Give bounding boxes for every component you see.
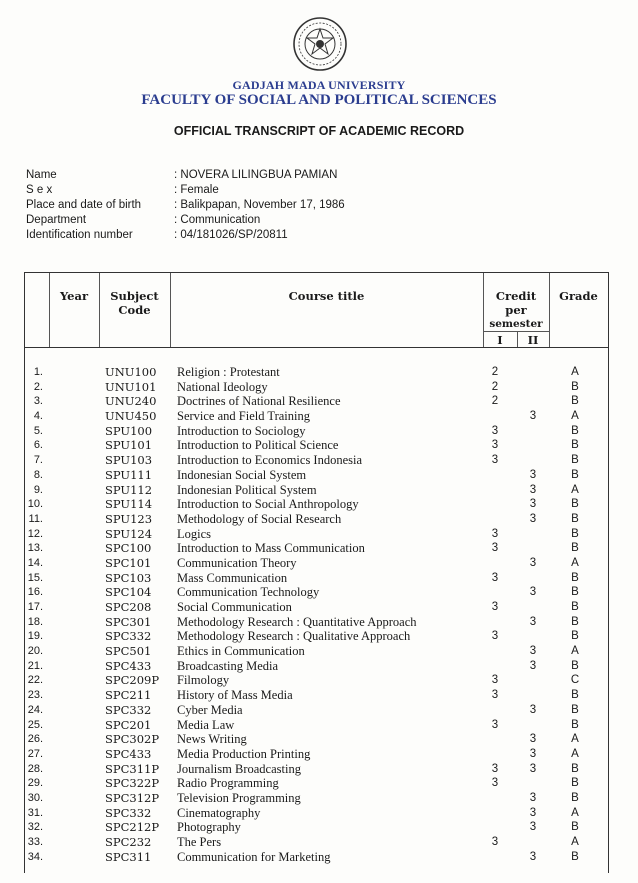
course-title: Introduction to Social Anthropology [177,497,359,512]
table-row [25,806,608,821]
table-row [25,512,608,527]
row-number: 27. [27,747,43,760]
credit-semester-2: 3 [529,410,537,423]
subject-code: SPC104 [105,585,152,600]
subject-code: SPC501 [105,644,152,659]
row-number: 14. [27,556,43,569]
grade: A [571,556,579,569]
credit-semester-2: 3 [529,498,537,511]
row-number: 19. [27,630,43,643]
subject-code: SPU100 [105,423,153,438]
row-number: 15. [27,571,43,584]
grade: B [571,454,579,467]
info-row-birth [26,198,345,213]
course-title: Radio Programming [177,776,279,791]
course-title: Journalism Broadcasting [177,761,301,776]
course-title: Methodology Research : Quantitative Approach [177,614,417,629]
row-number: 24. [27,703,43,716]
university-name: GADJAH MADA UNIVERSITY [232,78,406,92]
row-number: 25. [27,718,43,731]
info-value: : Communication [174,214,261,226]
grade: A [571,733,579,746]
grade: A [571,645,579,658]
subject-code: SPC100 [105,541,152,556]
header-year: Year [59,289,89,303]
row-number: 26. [27,733,43,746]
subject-code: SPU101 [105,438,153,453]
subject-code: SPC212P [105,820,160,835]
grade: C [570,674,580,687]
row-number: 32. [27,821,43,834]
credit-semester-2: 3 [529,468,537,481]
grade: B [571,542,579,555]
table-row [25,585,608,600]
course-title: Media Law [177,717,235,732]
course-title: Doctrines of National Resilience [177,394,341,409]
table-row [25,600,608,615]
header-divider [25,347,608,348]
grade: B [571,586,579,599]
course-title: Cyber Media [177,702,243,717]
subject-code: SPC209P [105,673,160,688]
subject-code: SPC311P [105,761,160,776]
row-number: 23. [27,689,43,702]
course-title: History of Mass Media [177,688,293,703]
credit-semester-2: 3 [529,512,537,525]
course-title: Methodology Research : Qualitative Approach [177,629,411,644]
header-code-line1: Subject [110,289,159,303]
header-grade: Grade [559,289,598,303]
row-number: 13. [27,542,43,555]
table-row [25,497,608,512]
row-number: 17. [27,601,43,613]
credit-semester-1: 3 [491,542,499,555]
university-seal-icon [292,16,348,72]
course-title: Communication Technology [177,585,320,600]
table-row [25,483,608,498]
transcript-table [24,272,609,873]
credit-semester-1: 3 [491,454,499,467]
subject-code: SPU112 [105,482,153,497]
row-number: 3. [33,395,43,408]
grade: B [571,821,579,834]
table-row [25,835,608,850]
credit-semester-2: 3 [529,762,537,775]
table-row [25,659,608,674]
info-label: Identification number [26,229,133,241]
table-row [25,365,608,380]
course-title: Service and Field Training [177,409,310,424]
course-title: Indonesian Political System [177,482,317,497]
subject-code: SPC312P [105,790,160,805]
row-number: 29. [27,777,43,790]
grade: B [571,777,579,790]
table-row [25,468,608,483]
table-row [25,820,608,835]
grade: A [571,836,579,848]
table-row [25,644,608,659]
credit-semester-1: 3 [491,571,499,584]
credit-semester-1: 2 [491,395,499,408]
grade: B [571,395,579,408]
table-row [25,409,608,424]
info-value: : 04/181026/SP/20811 [174,229,288,241]
credit-semester-2: 3 [529,659,537,672]
grade: A [571,806,579,819]
subject-code: UNU240 [105,394,157,409]
subject-code: SPC322P [105,776,160,791]
header-course-title: Course title [288,289,365,303]
header-semester-1: I [497,333,503,347]
table-row [25,688,608,703]
grade: B [571,762,579,775]
grade: A [571,366,579,378]
subject-code: SPU114 [105,497,153,512]
table-row [25,850,608,865]
subject-code: SPC332 [105,629,152,644]
table-row [25,673,608,688]
col-divider [170,273,171,348]
col-divider [49,273,50,348]
course-title: Cinematography [177,805,261,820]
row-number: 10. [27,498,43,511]
grade: B [571,468,579,481]
credit-semester-1: 3 [491,836,499,848]
credit-semester-2: 3 [529,806,537,819]
row-number: 2. [33,380,43,393]
grade: B [571,512,579,525]
info-value: : Female [174,184,219,196]
row-divider [483,331,549,332]
grade: A [571,410,579,423]
course-title: News Writing [177,732,247,747]
subject-code: SPC332 [105,805,152,820]
course-title: Introduction to Mass Communication [177,541,365,556]
row-number: 12. [27,527,43,540]
grade: B [571,659,579,672]
credit-semester-2: 3 [529,586,537,599]
col-divider [549,273,550,348]
course-title: Communication Theory [177,555,297,570]
grade: B [571,439,579,452]
credit-semester-1: 3 [491,424,499,437]
grade: B [571,630,579,643]
credit-semester-2: 3 [529,850,537,863]
credit-semester-2: 3 [529,556,537,569]
info-row-department [26,213,345,228]
subject-code: SPC211 [105,688,152,703]
row-number: 30. [27,791,43,804]
table-row [25,394,608,409]
course-title: Ethics in Communication [177,644,305,659]
table-row [25,791,608,806]
row-number: 33. [27,836,43,848]
grade: B [571,380,579,393]
row-number: 8. [33,468,43,481]
credit-semester-2: 3 [529,483,537,496]
subject-code: UNU100 [105,365,157,379]
faculty-name: FACULTY OF SOCIAL AND POLITICAL SCIENCES [141,92,497,108]
subject-code: SPC232 [105,835,152,849]
table-row [25,615,608,630]
table-row [25,629,608,644]
info-label: Place and date of birth [26,199,142,211]
credit-semester-1: 3 [491,777,499,790]
row-number: 6. [33,439,43,452]
course-title: Methodology of Social Research [177,511,342,526]
credit-semester-1: 3 [491,718,499,731]
course-rows [25,365,608,864]
grade: B [571,791,579,804]
course-title: Television Programming [177,790,301,805]
grade: B [571,615,579,628]
subject-code: SPU124 [105,526,153,541]
table-row [25,541,608,556]
row-number: 28. [27,762,43,775]
table-row [25,762,608,777]
header-credit-line1: Credit [495,289,537,303]
course-title: The Pers [177,835,222,849]
table-row [25,527,608,542]
subject-code: SPC201 [105,717,152,732]
subject-code: UNU450 [105,409,157,424]
table-row [25,556,608,571]
table-row [25,424,608,439]
course-title: Communication for Marketing [177,849,331,864]
course-title: Social Communication [177,600,292,614]
grade: B [571,571,579,584]
info-label: Department [26,214,87,226]
credit-semester-2: 3 [529,645,537,658]
table-row [25,776,608,791]
subject-code: SPC433 [105,658,152,673]
subject-code: SPC301 [105,614,152,629]
row-number: 21. [27,659,43,672]
info-row-sex [26,183,345,198]
credit-semester-1: 2 [491,366,499,378]
subject-code: UNU101 [105,379,157,394]
course-title: Photography [177,820,241,835]
course-title: Broadcasting Media [177,658,279,673]
subject-code: SPC311 [105,849,152,864]
info-label: S e x [26,184,53,196]
table-row [25,571,608,586]
subject-code: SPU111 [105,467,153,482]
course-title: Filmology [177,673,230,688]
row-number: 7. [33,454,43,467]
grade: A [571,483,579,496]
row-number: 20. [27,645,43,658]
grade: B [571,601,579,613]
grade: A [571,747,579,760]
row-number: 18. [27,615,43,628]
row-number: 34. [27,850,43,863]
credit-semester-1: 2 [491,380,499,393]
info-row-id [26,228,345,243]
row-number: 31. [27,806,43,819]
info-row-name [26,168,345,183]
header-code-line2: Code [118,303,151,317]
credit-semester-1: 3 [491,674,499,687]
header-credit-line3: semester [489,318,543,330]
subject-code: SPC208 [105,600,152,614]
subject-code: SPC103 [105,570,152,585]
info-value: : NOVERA LILINGBUA PAMIAN [174,169,338,181]
credit-semester-1: 3 [491,689,499,702]
subject-code: SPU103 [105,453,153,468]
header-credit-line2: per [505,303,527,317]
credit-semester-1: 3 [491,601,499,613]
row-number: 4. [33,410,43,423]
subject-code: SPC332 [105,702,152,717]
document-title: OFFICIAL TRANSCRIPT OF ACADEMIC RECORD [173,124,465,138]
course-title: Introduction to Economics Indonesia [177,453,363,468]
table-row [25,718,608,733]
course-title: National Ideology [177,379,268,394]
subject-code: SPC302P [105,732,160,747]
table-row [25,703,608,718]
credit-semester-1: 3 [491,630,499,643]
table-row [25,453,608,468]
credit-semester-1: 3 [491,439,499,452]
course-title: Media Production Printing [177,746,311,761]
course-title: Logics [177,526,212,541]
course-title: Mass Communication [177,570,288,585]
grade: B [571,498,579,511]
credit-semester-2: 3 [529,615,537,628]
credit-semester-2: 3 [529,791,537,804]
credit-semester-2: 3 [529,703,537,716]
row-number: 1. [33,366,43,378]
subject-code: SPU123 [105,511,153,526]
grade: B [571,527,579,540]
credit-semester-2: 3 [529,821,537,834]
credit-semester-1: 3 [491,527,499,540]
course-title: Introduction to Sociology [177,423,306,438]
table-row [25,438,608,453]
table-row [25,747,608,762]
credit-semester-2: 3 [529,733,537,746]
course-title: Indonesian Social System [177,467,307,482]
grade: B [571,703,579,716]
row-number: 5. [33,424,43,437]
credit-semester-2: 3 [529,747,537,760]
info-label: Name [26,169,57,181]
course-title: Religion : Protestant [177,365,280,379]
subject-code: SPC433 [105,746,152,761]
table-row [25,380,608,395]
table-row [25,732,608,747]
grade: B [571,718,579,731]
row-number: 9. [33,483,43,496]
credit-semester-1: 3 [491,762,499,775]
header-semester-2: II [527,333,539,347]
subject-code: SPC101 [105,555,152,570]
grade: B [571,424,579,437]
grade: B [571,689,579,702]
info-value: : Balikpapan, November 17, 1986 [174,199,345,211]
course-title: Introduction to Political Science [177,438,339,453]
row-number: 16. [27,586,43,599]
row-number: 22. [27,674,43,687]
student-info [26,168,345,243]
grade: B [571,850,579,863]
row-number: 11. [28,512,43,525]
